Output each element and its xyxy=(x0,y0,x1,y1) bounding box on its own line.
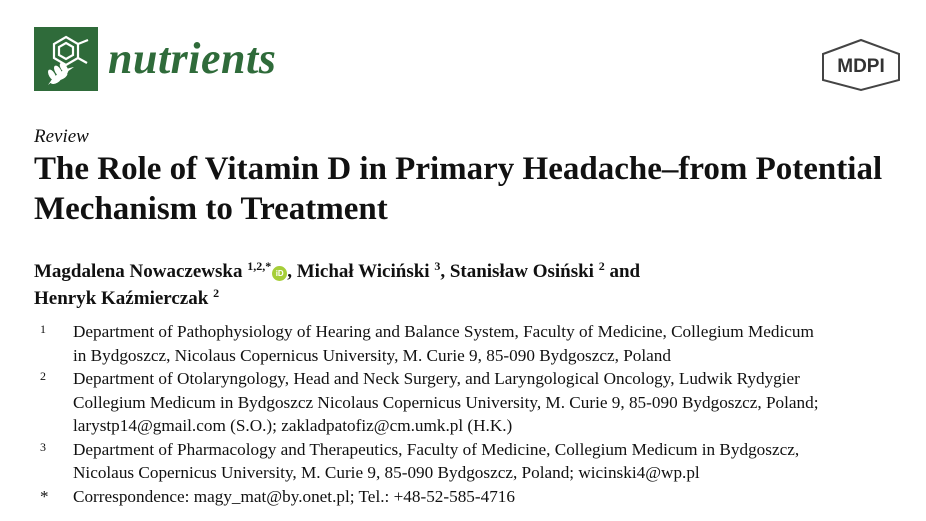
affiliation-number: 2 xyxy=(40,369,46,383)
correspondence-item xyxy=(34,485,914,509)
affiliation-text: Department of Otolaryngology, Head and Neck Surgery, and Laryngological Oncology, Ludwik Rydygier Collegium Medicum in Bydgoszcz Nicolaus Copernicus University, M. Curie 9, 85-090 Bydgoszcz, Poland; larystp14@gmail.com (S.O.); zakladpatofiz@cm.umk.pl (H.K.) xyxy=(73,369,819,435)
author-name[interactable]: Henryk Kaźmierczak xyxy=(34,288,209,309)
author-affiliation-marker: 2 xyxy=(598,259,605,273)
article-type: Review xyxy=(34,126,89,147)
correspondence-marker: * xyxy=(40,486,49,506)
affiliation-text: Department of Pharmacology and Therapeutics, Faculty of Medicine, Collegium Medicum in Bydgoszcz, Nicolaus Copernicus University, M. Curie 9, 85-090 Bydgoszcz, Poland; wicinski4@wp.pl xyxy=(73,439,800,482)
author-name[interactable]: Magdalena Nowaczewska xyxy=(34,261,243,282)
affiliation-number: 1 xyxy=(40,322,46,336)
mdpi-logo xyxy=(819,38,903,92)
author-name[interactable]: Stanisław Osiński xyxy=(449,261,594,282)
journal-name: nutrients xyxy=(108,33,277,83)
author-name[interactable]: Michał Wiciński xyxy=(296,261,430,282)
affiliation-list xyxy=(34,320,914,508)
affiliation-number: 3 xyxy=(40,439,46,454)
publisher-name: MDPI xyxy=(837,56,885,77)
article-title: The Role of Vitamin D in Primary Headache–from Potential Mechanism to Treatment xyxy=(34,151,883,227)
author-affiliation-marker: 2 xyxy=(213,286,220,300)
author-affiliation-marker: 1,2,* xyxy=(247,259,272,273)
author-affiliation-marker: 3 xyxy=(434,259,441,273)
nutrients-emblem-icon xyxy=(34,27,98,91)
affiliation-text: Department of Pathophysiology of Hearing and Balance System, Faculty of Medicine, Collegium Medicum in Bydgoszcz, Nicolaus Copernicus University, M. Curie 9, 85-090 Bydgoszcz, Poland xyxy=(73,322,814,365)
affiliation-item xyxy=(34,438,914,485)
orcid-icon[interactable]: iD xyxy=(272,266,287,281)
journal-logo xyxy=(34,26,276,91)
correspondence-text: Correspondence: magy_mat@by.onet.pl; Tel.: +48-52-585-4716 xyxy=(73,486,515,506)
affiliation-item xyxy=(34,320,914,367)
affiliation-item xyxy=(34,367,914,438)
author-list: Magdalena Nowaczewska $^{1,2,*}$iD , Michał Wiciński $^3$, Stanisław Osiński $^2$ and Henryk Kaźmierczak $^2$ xyxy=(34,259,641,309)
